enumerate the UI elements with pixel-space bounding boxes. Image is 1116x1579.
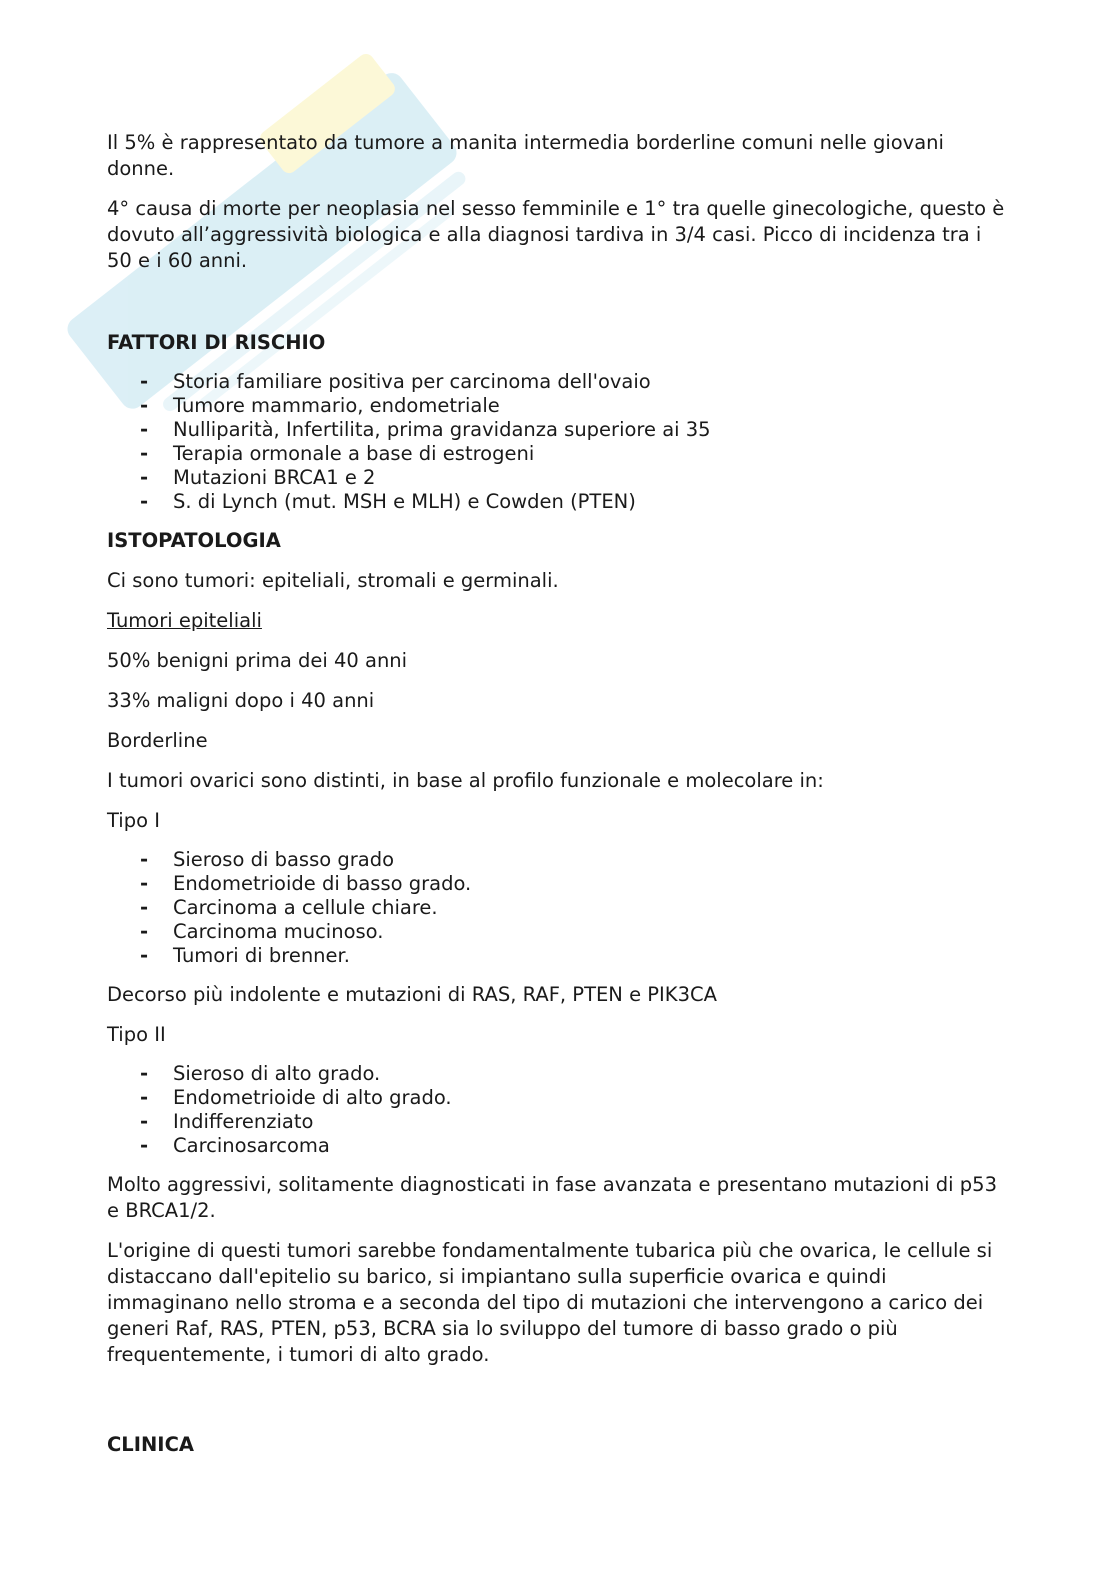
type2-list: [107, 1062, 1007, 1158]
list-item: - Sieroso di basso grado: [140, 848, 395, 871]
classification-text: I tumori ovarici sono distinti, in base al profilo funzionale e molecolare in:: [107, 769, 824, 792]
intro-paragraph-1: Il 5% è rappresentato da tumore a manita intermedia borderline comuni nelle giovani donne.: [107, 131, 944, 180]
epithelial-subheading: Tumori epiteliali: [107, 609, 262, 632]
list-item: - Carcinoma mucinoso.: [140, 920, 384, 943]
type1-list: [107, 848, 1007, 968]
risk-factors-list: [107, 370, 1007, 514]
list-item: - Endometrioide di basso grado.: [140, 872, 472, 895]
list-item: - Endometrioide di alto grado.: [140, 1086, 452, 1109]
histo-intro: Ci sono tumori: epiteliali, stromali e germinali.: [107, 569, 559, 592]
list-item: - Mutazioni BRCA1 e 2: [140, 466, 376, 489]
list-item: - Tumore mammario, endometriale: [140, 394, 500, 417]
list-item: - Terapia ormonale a base di estrogeni: [140, 442, 535, 465]
benign-line: 50% benigni prima dei 40 anni: [107, 649, 408, 672]
list-item: - Indifferenziato: [140, 1110, 314, 1133]
type1-label: Tipo I: [107, 809, 160, 832]
origin-paragraph: L'origine di questi tumori sarebbe fondamentalmente tubarica più che ovarica, le cellule si distaccano dall'epitelio su barico, si impiantano sulla superficie ovarica e quindi immaginano nello stroma e a seconda del tipo di mutazioni che intervengono a carico dei generi Raf, RAS, PTEN, p53, BCRA sia lo sviluppo del tumore di basso grado o più frequentemente, i tumori di alto grado.: [107, 1239, 993, 1366]
type2-label: Tipo II: [107, 1023, 166, 1046]
list-item: - Storia familiare positiva per carcinoma dell'ovaio: [140, 370, 651, 393]
list-item: - Carcinoma a cellule chiare.: [140, 896, 438, 919]
intro-paragraph-2: 4° causa di morte per neoplasia nel sesso femminile e 1° tra quelle ginecologiche, questo è dovuto all’aggressività biologica e alla diagnosi tardiva in 3/4 casi. Picco di incidenza tra i 50 e i 60 anni.: [107, 197, 1005, 272]
list-item: - Tumori di brenner.: [140, 944, 350, 967]
risk-factors-heading: FATTORI DI RISCHIO: [107, 331, 326, 354]
histopathology-heading: ISTOPATOLOGIA: [107, 529, 281, 552]
malignant-line: 33% maligni dopo i 40 anni: [107, 689, 375, 712]
clinic-heading: CLINICA: [107, 1433, 194, 1456]
list-item: - Sieroso di alto grado.: [140, 1062, 381, 1085]
list-item: - S. di Lynch (mut. MSH e MLH) e Cowden (PTEN): [140, 490, 636, 513]
list-item: - Carcinosarcoma: [140, 1134, 330, 1157]
borderline-line: Borderline: [107, 729, 208, 752]
type2-note: Molto aggressivi, solitamente diagnosticati in fase avanzata e presentano mutazioni di p53 e BRCA1/2.: [107, 1173, 997, 1222]
list-item: - Nulliparità, Infertilita, prima gravidanza superiore ai 35: [140, 418, 711, 441]
document-body: [107, 130, 1007, 1472]
type1-note: Decorso più indolente e mutazioni di RAS, RAF, PTEN e PIK3CA: [107, 983, 717, 1006]
